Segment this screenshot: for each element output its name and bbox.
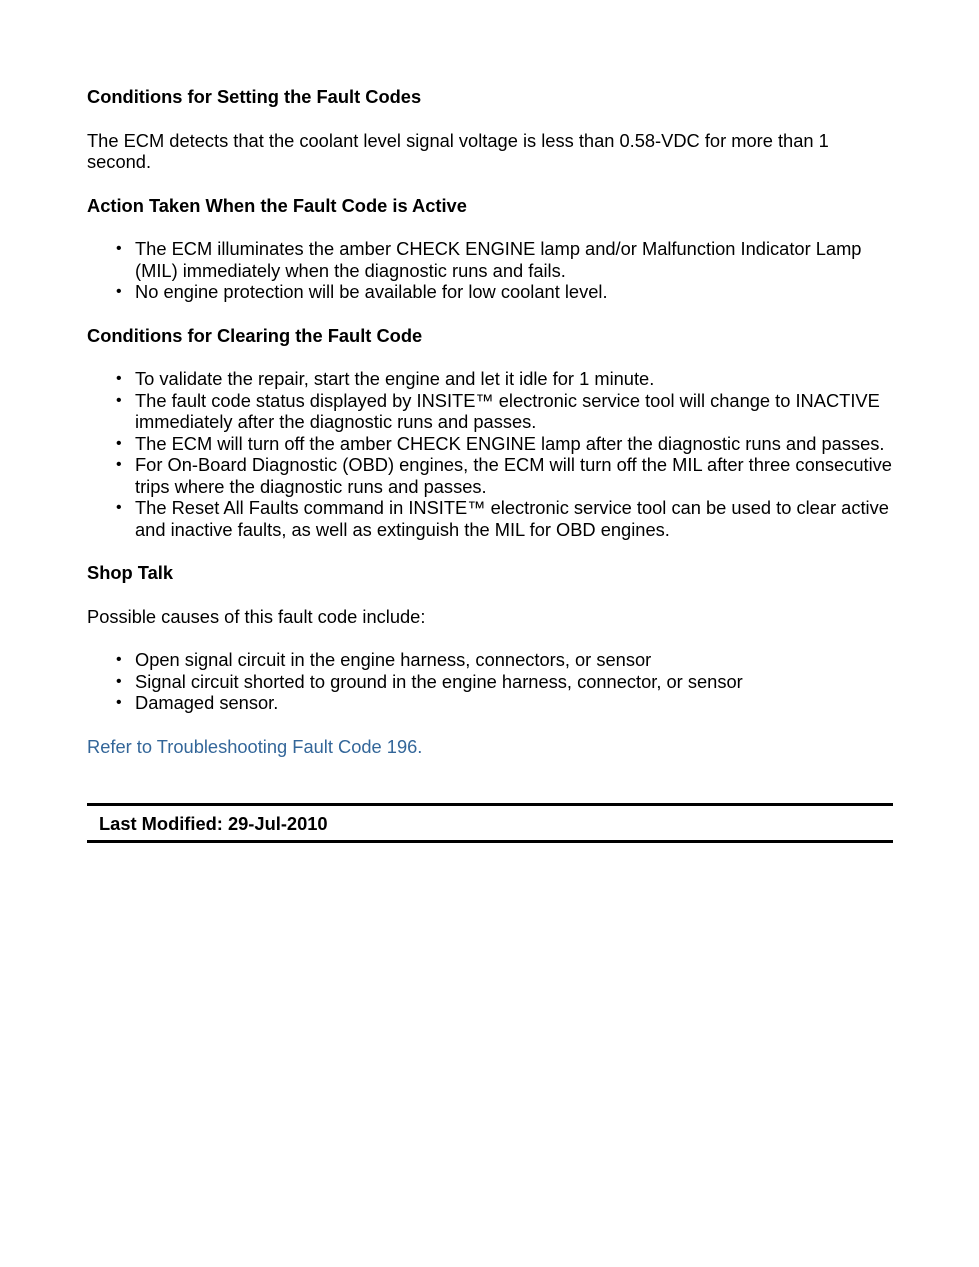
- causes-list: [87, 649, 893, 714]
- last-modified-label: Last Modified: 29-Jul-2010: [99, 813, 328, 834]
- shop-talk-intro: Possible causes of this fault code include:: [87, 605, 426, 627]
- action-heading: Action Taken When the Fault Code is Active: [87, 194, 467, 216]
- setting-text: The ECM detects that the coolant level signal voltage is less than 0.58-VDC for more than 1 second.: [87, 129, 829, 172]
- document-body: [87, 86, 893, 779]
- troubleshooting-link[interactable]: Refer to Troubleshooting Fault Code 196.: [87, 735, 423, 757]
- list-item: • The fault code status displayed by INSITE™ electronic service tool will change to INACTIVE immediately after the diagnostic runs and passes.: [135, 390, 893, 433]
- action-list: [87, 238, 893, 303]
- setting-heading: Conditions for Setting the Fault Codes: [87, 86, 422, 107]
- list-item: • To validate the repair, start the engine and let it idle for 1 minute.: [135, 368, 893, 390]
- list-item: • Signal circuit shorted to ground in the engine harness, connector, or sensor: [135, 671, 893, 693]
- list-item: • Damaged sensor.: [135, 692, 893, 714]
- clearing-heading: Conditions for Clearing the Fault Code: [87, 324, 423, 346]
- list-item: • The ECM will turn off the amber CHECK ENGINE lamp after the diagnostic runs and passes.: [135, 433, 893, 455]
- list-item: • For On-Board Diagnostic (OBD) engines, the ECM will turn off the MIL after three consecutive trips where the diagnostic runs and passes.: [135, 454, 893, 497]
- footer-bar: [87, 803, 893, 843]
- shop-talk-heading: Shop Talk: [87, 562, 173, 583]
- list-item: • Open signal circuit in the engine harness, connectors, or sensor: [135, 649, 893, 671]
- clearing-list: [87, 368, 893, 540]
- list-item: • No engine protection will be available for low coolant level.: [135, 281, 893, 303]
- list-item: • The ECM illuminates the amber CHECK ENGINE lamp and/or Malfunction Indicator Lamp (MIL) immediately when the diagnostic runs and fails.: [135, 238, 893, 281]
- list-item: • The Reset All Faults command in INSITE™ electronic service tool can be used to clear active and inactive faults, as well as extinguish the MIL for OBD engines.: [135, 497, 893, 540]
